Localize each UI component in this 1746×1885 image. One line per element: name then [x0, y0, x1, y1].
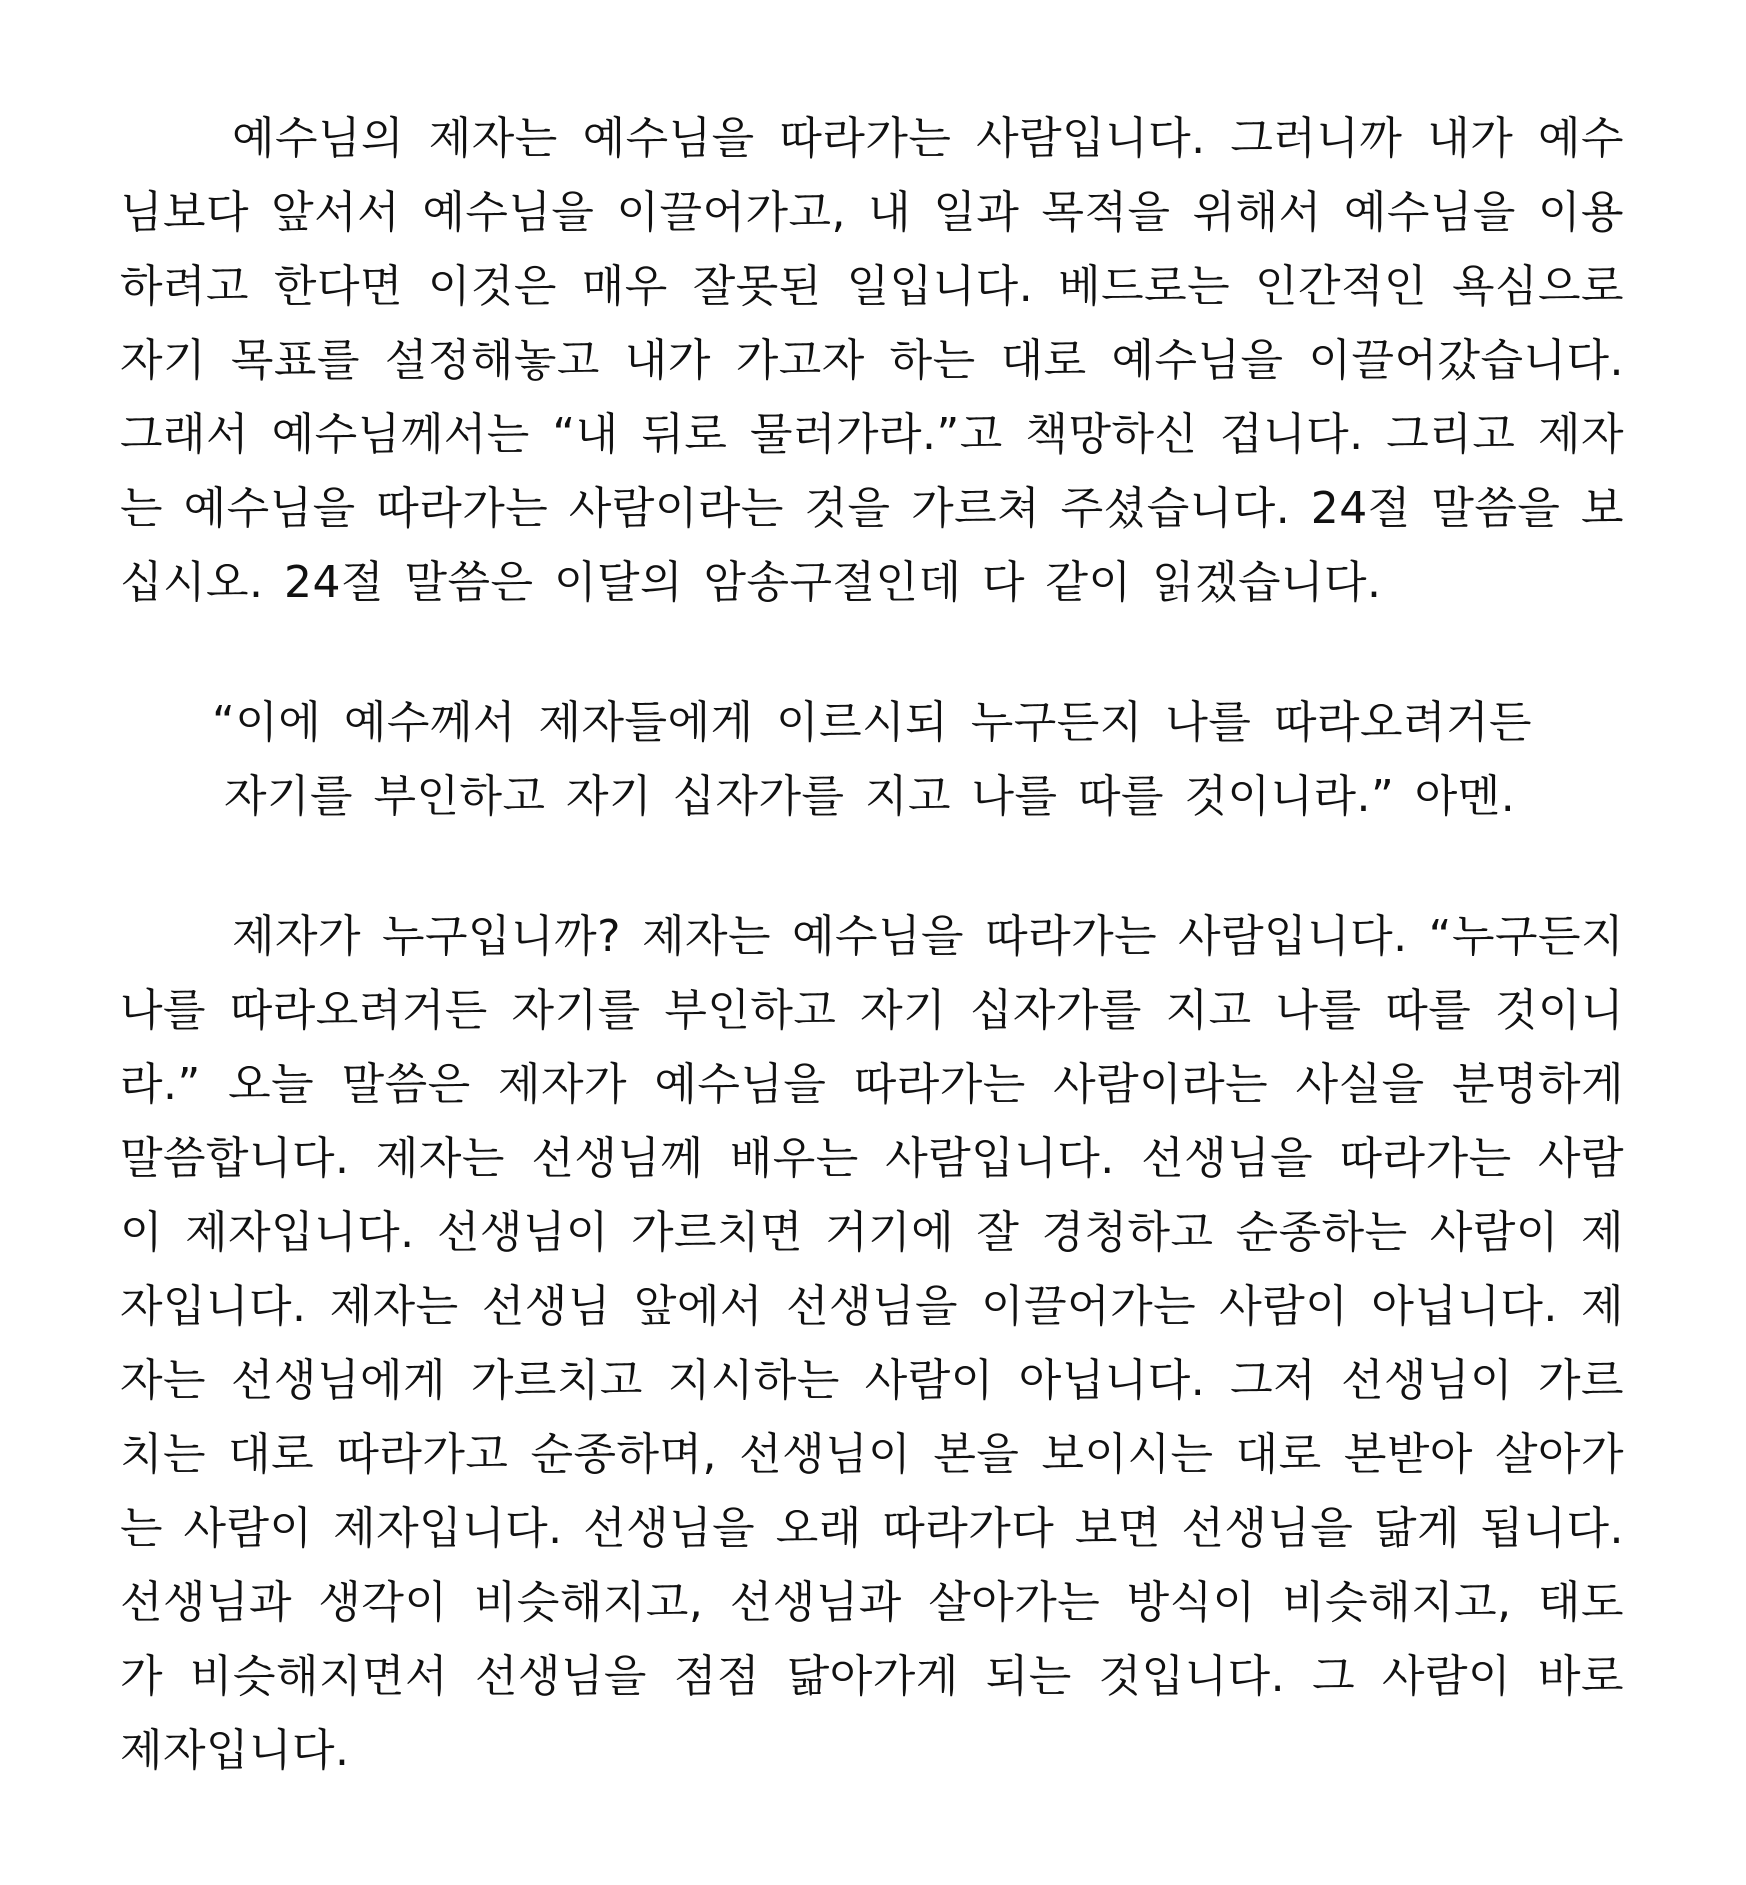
paragraph-disciple: 제자가 누구입니까? 제자는 예수님을 따라가는 사람입니다. “누구든지 나를 따라오려거든 자기를 부인하고 자기 십자가를 지고 나를 따를 것이니라.” 오늘 말씀은 제자가 예수님을 따라가는 사람이라는 사실을 분명하게 말씀합니다. 제자는 선생님께 배우는 사람입니다. 선생님을 따라가는 사람이 제자입니다. 선생님이 가르치면 거기에 잘 경청하고 순종하는 사람이 제자입니다. 제자는 선생님 앞에서 선생님을 이끌어가는 사람이 아닙니다. 제자는 선생님에게 가르치고 지시하는 사람이 아닙니다. 그저 선생님이 가르치는 대로 따라가고 순종하며, 선생님이 본을 보이시는 대로 본받아 살아가는 사람이 제자입니다. 선생님을 오래 따라가다 보면 선생님을 닮게 됩니다. 선생님과 생각이 비슷해지고, 선생님과 살아가는 방식이 비슷해지고, 태도가 비슷해지면서 선생님을 점점 닮아가게 되는 것입니다. 그 사람이 바로 제자입니다. — [120, 911, 1624, 1776]
scripture-quote — [120, 686, 1532, 834]
paragraph-intro: 예수님의 제자는 예수님을 따라가는 사람입니다. 그러니까 내가 예수님보다 앞서서 예수님을 이끌어가고, 내 일과 목적을 위해서 예수님을 이용하려고 한다면 이것은 매우 잘못된 일입니다. 베드로는 인간적인 욕심으로 자기 목표를 설정해놓고 내가 가고자 하는 대로 예수님을 이끌어갔습니다. 그래서 예수님께서는 “내 뒤로 물러가라.”고 책망하신 겁니다. 그리고 제자는 예수님을 따라가는 사람이라는 것을 가르쳐 주셨습니다. 24절 말씀을 보십시오. 24절 말씀은 이달의 암송구절인데 다 같이 읽겠습니다. — [120, 113, 1624, 608]
document-page — [120, 102, 1624, 1788]
scripture-quote-line-2: 자기를 부인하고 자기 십자가를 지고 나를 따를 것이니라.” 아멘. — [224, 771, 1516, 822]
scripture-quote-line-1: “이에 예수께서 제자들에게 이르시되 누구든지 나를 따라오려거든 — [212, 697, 1532, 748]
